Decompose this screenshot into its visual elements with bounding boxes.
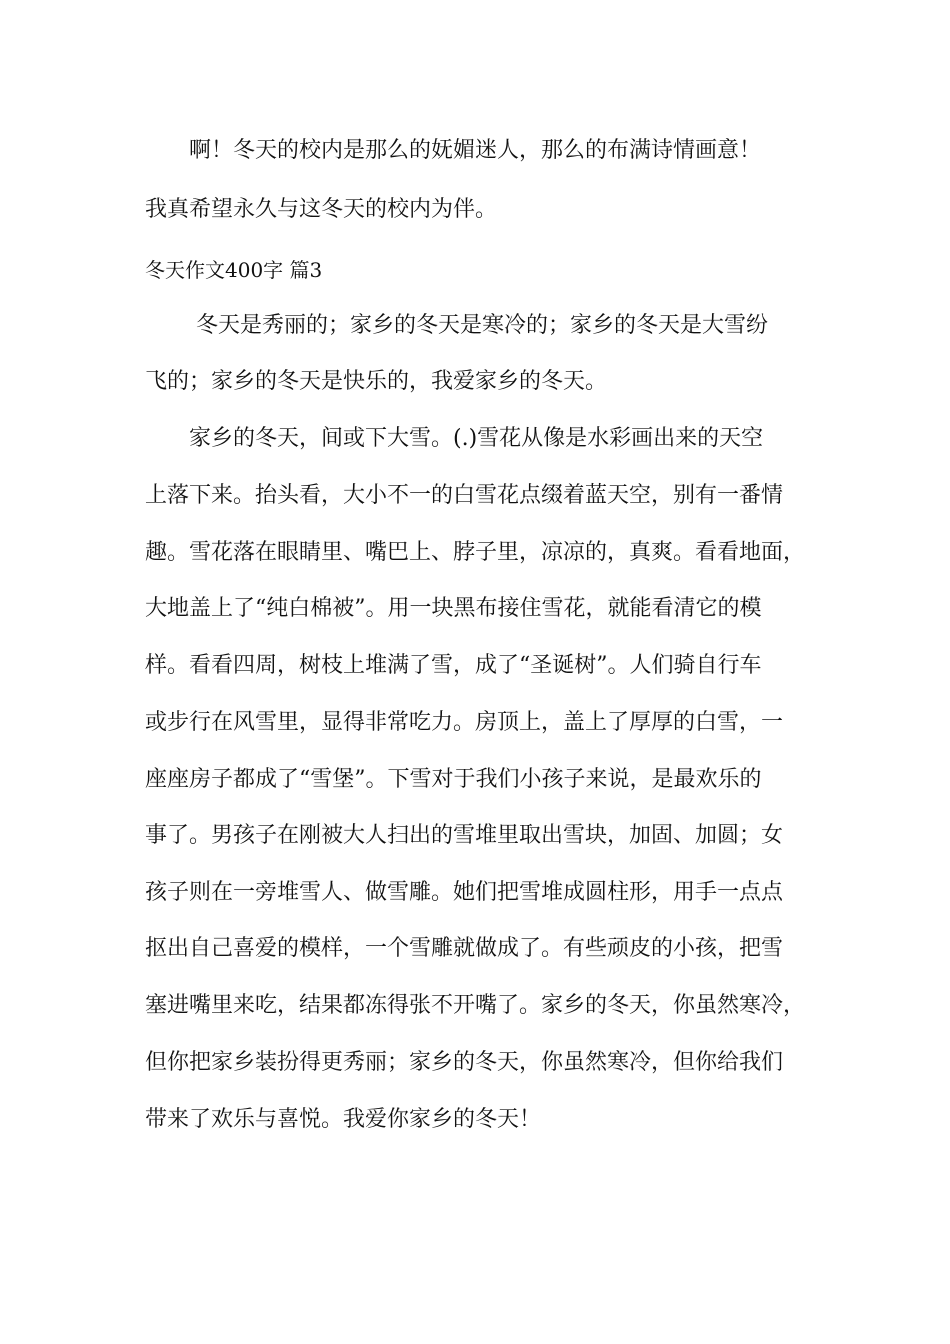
paragraph-line-10: 或步行在风雪里，显得非常吃力。房顶上，盖上了厚厚的白雪，一 (145, 710, 784, 735)
section-heading: 冬天作文400字 篇3 (145, 258, 323, 282)
paragraph-line-3: 冬天是秀丽的；家乡的冬天是寒冷的；家乡的冬天是大雪纷 (145, 313, 768, 338)
paragraph-line-17: 带来了欢乐与喜悦。我爱你家乡的冬天！ (145, 1107, 542, 1132)
paragraph-line-6: 上落下来。抬头看，大小不一的白雪花点缀着蓝天空，别有一番情 (145, 483, 784, 508)
paragraph-line-15: 塞进嘴里来吃，结果都冻得张不开嘴了。家乡的冬天，你虽然寒冷， (145, 993, 806, 1018)
paragraph-line-9: 样。看看四周，树枝上堆满了雪，成了“圣诞树”。人们骑自行车 (145, 653, 762, 678)
paragraph-line-8: 大地盖上了“纯白棉被”。用一块黑布接住雪花，就能看清它的模 (145, 596, 762, 621)
paragraph-line-14: 抠出自己喜爱的模样，一个雪雕就做成了。有些顽皮的小孩，把雪 (145, 936, 784, 961)
paragraph-line-7: 趣。雪花落在眼睛里、嘴巴上、脖子里，凉凉的，真爽。看看地面， (145, 540, 806, 565)
paragraph-line-16: 但你把家乡装扮得更秀丽；家乡的冬天，你虽然寒冷，但你给我们 (145, 1050, 784, 1075)
paragraph-line-1: 啊！冬天的校内是那么的妩媚迷人，那么的布满诗情画意！ (145, 138, 762, 163)
paragraph-line-12: 事了。男孩子在刚被大人扫出的雪堆里取出雪块，加固、加圆；女 (145, 823, 784, 848)
paragraph-line-13: 孩子则在一旁堆雪人、做雪雕。她们把雪堆成圆柱形，用手一点点 (145, 880, 784, 905)
paragraph-line-11: 座座房子都成了“雪堡”。下雪对于我们小孩子来说，是最欢乐的 (145, 767, 762, 792)
paragraph-line-2: 我真希望永久与这冬天的校内为伴。 (145, 197, 498, 222)
paragraph-line-5: 家乡的冬天，间或下大雪。(.)雪花从像是水彩画出来的天空 (145, 426, 764, 451)
paragraph-line-4: 飞的；家乡的冬天是快乐的，我爱家乡的冬天。 (145, 369, 608, 394)
